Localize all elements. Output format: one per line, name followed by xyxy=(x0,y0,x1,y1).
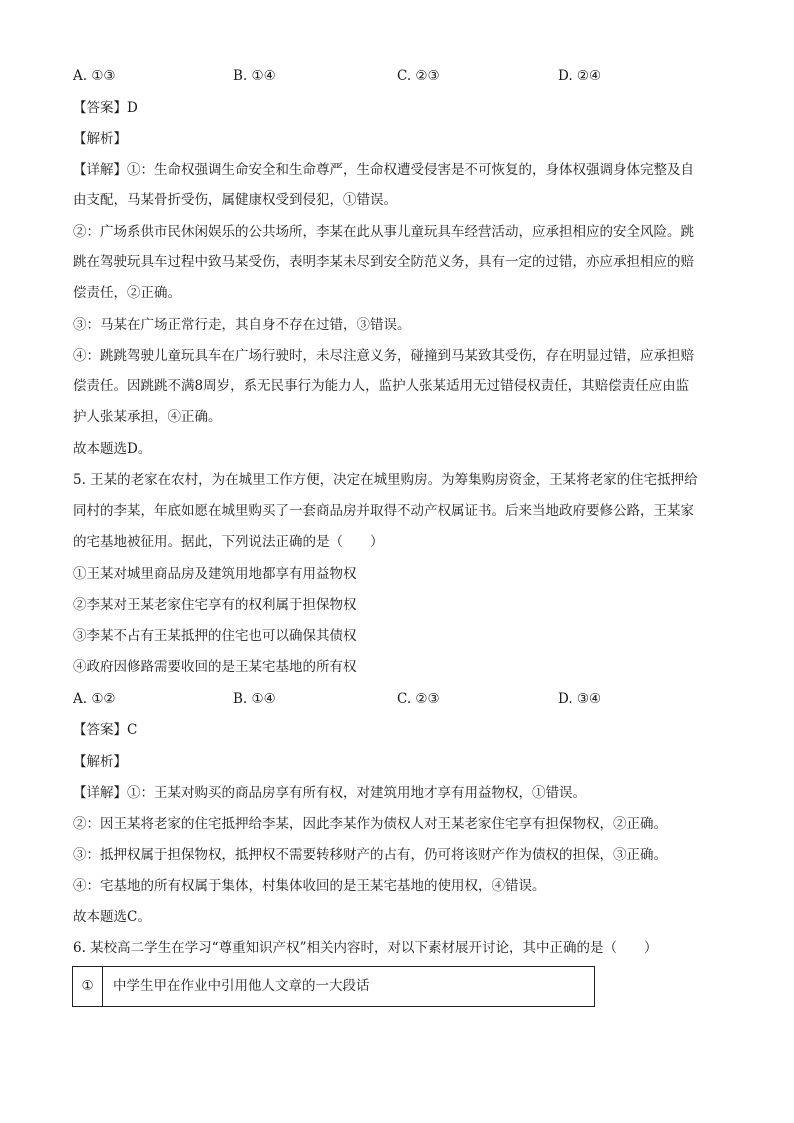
q4-analysis-line: 偿责任，②正确。 xyxy=(73,285,181,301)
q5-item: ③李某不占有王某抵押的住宅也可以确保其债权 xyxy=(73,628,357,644)
q5-option-c: C. ②③ xyxy=(397,691,440,707)
q4-analysis-line: 护人张某承担，④正确。 xyxy=(73,409,222,425)
q5-answer: 【答案】C xyxy=(73,722,138,738)
q4-analysis-line: 偿责任。因跳跳不满8周岁，系无民事行为能力人，监护人张某适用无过错侵权责任，其赔偿责任应由监 xyxy=(73,378,690,394)
q6-stem: 6. 某校高二学生在学习“尊重知识产权”相关内容时，对以下素材展开讨论，其中正确的是（ ） xyxy=(73,940,658,956)
q4-analysis-line: 由支配，马某骨折受伤，属健康权受到侵犯，①错误。 xyxy=(73,192,397,208)
q5-option-b: B. ①④ xyxy=(233,691,276,707)
q4-analysis-label: 【解析】 xyxy=(73,131,127,147)
q5-analysis-line: ④：宅基地的所有权属于集体，村集体收回的是王某宅基地的使用权，④错误。 xyxy=(73,878,546,894)
q5-option-d: D. ③④ xyxy=(558,691,602,707)
q6-material-number: ① xyxy=(73,967,103,1006)
q4-options xyxy=(73,66,723,86)
q4-analysis-line: 【详解】①：生命权强调生命安全和生命尊严，生命权遭受侵害是不可恢复的，身体权强调身体完整及自 xyxy=(73,162,694,178)
q5-item: ④政府因修路需要收回的是王某宅基地的所有权 xyxy=(73,659,357,675)
q4-analysis-line: ②：广场系供市民休闲娱乐的公共场所，李某在此从事儿童玩具车经营活动，应承担相应的安全风险。跳 xyxy=(73,224,694,240)
q4-option-b: B. ①④ xyxy=(233,68,276,84)
q4-analysis-line: ③：马某在广场正常行走，其自身不存在过错，③错误。 xyxy=(73,317,411,333)
q5-stem-line: 5. 王某的老家在农村，为在城里工作方便，决定在城里购房。为筹集购房资金，王某将老家的住宅抵押给 xyxy=(73,472,698,488)
q4-answer: 【答案】D xyxy=(73,100,138,116)
q5-option-a: A. ①② xyxy=(73,691,116,707)
q6-material-text: 中学生甲在作业中引用他人文章的一大段话 xyxy=(113,978,370,994)
q5-analysis-line: 【详解】①：王某对购买的商品房享有所有权，对建筑用地才享有用益物权，①错误。 xyxy=(73,785,586,801)
q6-material-table xyxy=(72,966,595,1007)
q4-option-c: C. ②③ xyxy=(397,68,440,84)
q5-conclusion: 故本题选C。 xyxy=(73,909,151,925)
q4-option-d: D. ②④ xyxy=(558,68,602,84)
q5-item: ②李某对王某老家住宅享有的权利属于担保物权 xyxy=(73,597,357,613)
q5-options xyxy=(73,689,723,709)
q5-item: ①王某对城里商品房及建筑用地都享有用益物权 xyxy=(73,566,357,582)
q5-analysis-label: 【解析】 xyxy=(73,754,127,770)
q5-analysis-line: ③：抵押权属于担保物权，抵押权不需要转移财产的占有，仍可将该财产作为债权的担保，③正确。 xyxy=(73,847,667,863)
q4-analysis-line: 跳在驾驶玩具车过程中致马某受伤，表明李某未尽到安全防范义务，具有一定的过错，亦应承担相应的赔 xyxy=(73,254,694,270)
q4-conclusion: 故本题选D。 xyxy=(73,441,152,457)
q5-analysis-line: ②：因王某将老家的住宅抵押给李某，因此李某作为债权人对王某老家住宅享有担保物权，②正确。 xyxy=(73,816,667,832)
q5-stem-line: 同村的李某，年底如愿在城里购买了一套商品房并取得不动产权属证书。后来当地政府要修公路，王某家 xyxy=(73,503,694,519)
q4-analysis-line: ④：跳跳驾驶儿童玩具车在广场行驶时，未尽注意义务，碰撞到马某致其受伤，存在明显过错，应承担赔 xyxy=(73,348,694,364)
q5-stem-line: 的宅基地被征用。据此，下列说法正确的是（ ） xyxy=(73,534,384,550)
q4-option-a: A. ①③ xyxy=(73,68,116,84)
